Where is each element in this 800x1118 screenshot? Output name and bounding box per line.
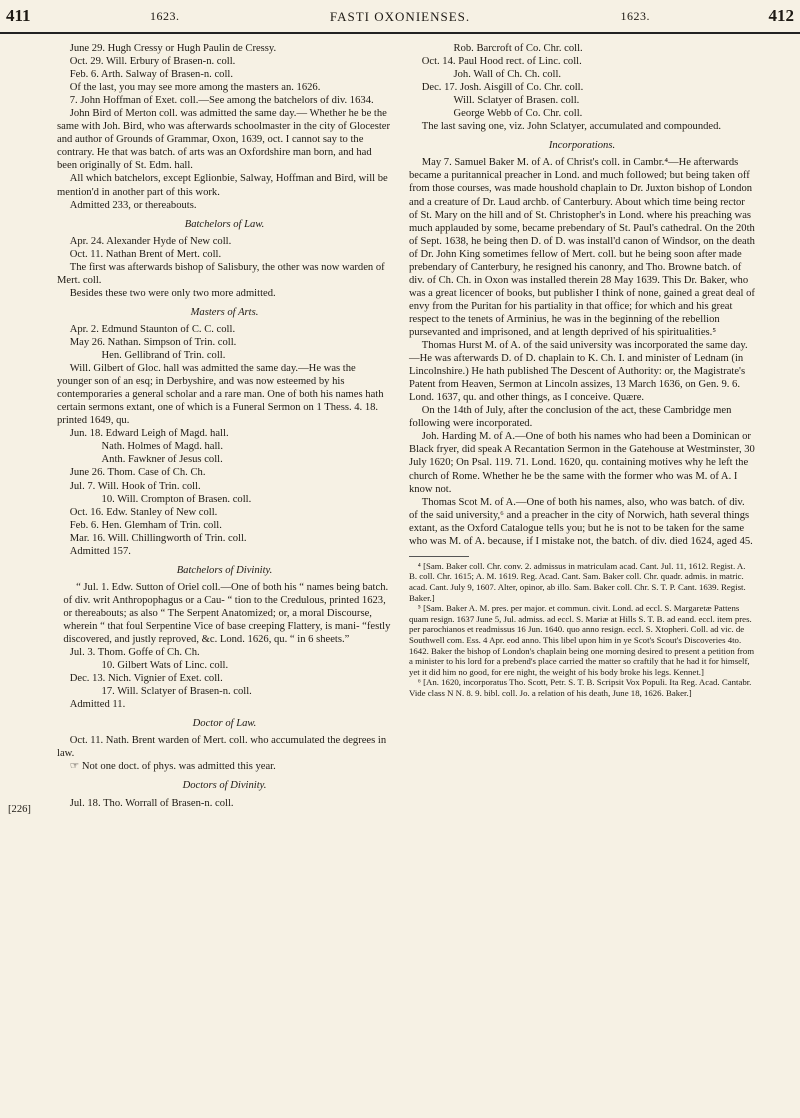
running-year-right: 1623. — [620, 9, 650, 23]
quoted-paragraph: “ Jul. 1. Edw. Sutton of Oriel coll.—One of both his “ names being batch. of div. writ Anthropophagus or a Cau- “ tion to the Credulous, printed 1623, or thereabouts; as also “ The Serpent Anatomized; or, a moral Discourse, wherein “ that foul Serpentine Vice of base creeping Flattery, is mani- “festly discovered, and justly reproved, &c. Lond. 1626, qu. “ in 6 sheets.” — [63, 581, 391, 646]
margin-page-note: [226] — [8, 804, 31, 815]
entry: Jul. 7. Will. Hook of Trin. coll. — [69, 480, 201, 492]
section-heading: Batchelors of Law. — [184, 218, 265, 230]
entry: Feb. 6. Hen. Glemham of Trin. coll. — [69, 519, 222, 531]
header-rule — [0, 32, 800, 34]
entry: Apr. 2. Edmund Staunton of C. C. coll. — [69, 323, 236, 335]
footnote: ⁶ [An. 1620, incorporatus Tho. Scott, Petr. S. T. B. Scripsit Vox Populi. Ita Reg. Acad. Cantabr. Vide class N N. 8. 9. bibl. coll. Jo. a relation of his death, June 18, 1626. Baker.] — [409, 677, 752, 698]
page-number-right: 412 — [768, 6, 794, 25]
paragraph: Admitted 233, or thereabouts. — [69, 199, 197, 211]
paragraph: The first was afterwards bishop of Salisbury, the other was now warden of Mert. coll. — [57, 261, 385, 286]
paragraph: ☞ Not one doct. of phys. was admitted this year. — [69, 761, 276, 773]
entry: 17. Will. Sclatyer of Brasen-n. coll. — [101, 686, 252, 698]
paragraph: On the 14th of July, after the conclusion of the act, these Cambridge men following were incorporated. — [409, 405, 732, 430]
paragraph: Admitted 11. — [69, 699, 126, 711]
footnote-rule — [409, 556, 469, 557]
running-year-left: 1623. — [150, 9, 180, 23]
paragraph: All which batchelors, except Eglionbie, Salway, Hoffman and Bird, will be mention'd in another part of this work. — [57, 173, 388, 198]
footnote: ⁴ [Sam. Baker coll. Chr. conv. 2. admissus in matriculam acad. Cant. Jul. 11, 1612. Regist. A. B. coll. Chr. 1615; A. M. 1619. Reg. Acad. Cant. Sam. Baker coll. Chr. quadr. admis. in matric. acad. Cant. July 9, 1607. Alter, opinor, ab illo. Sam. Baker coll. Chr. S. T. P. Cant. 1639. Regist. Baker.] — [409, 560, 746, 603]
entry: Hen. Gellibrand of Trin. coll. — [101, 350, 226, 362]
entry: June 29. Hugh Cressy or Hugh Paulin de Cressy. — [69, 43, 277, 54]
entry: Jul. 3. Thom. Goffe of Ch. Ch. — [69, 647, 200, 659]
paragraph: May 7. Samuel Baker M. of A. of Christ's coll. in Cambr.⁴—He afterwards became a puritannical preacher in Lond. and much followed; but being taken off from those courses, was made houshold chaplain to Dr. Juxton bishop of London and a creature of Dr. Laud archb. of Canterbury. About which time being rector of St. Mary on the hill and of St. Christopher's in Lond. where his preaching was much applauded by some, became prebendary of St. Paul's cathedral. On the 20th of Sept. 1638, he being then D. of D. was install'd canon of Windsor, on the death of Dr. John King sometimes fellow of Mert. coll. but he being soon after made prebendary of Canterbury, he resigned his canonry, and Tho. Browne batch. of div. of Ch. Ch. in Oxon was installed therein 28 May 1639. This Dr. Baker, who was a great licencer of books, but publisher I think of none, gained a great deal of envy from the Puritan for his partiality in that office; for which and his great respect to the tenets of Arminius, he was in the beginning of the rebellion pursevanted and imprisoned, and at length deprived of his spiritualities.⁵ — [409, 157, 755, 338]
entry: Oct. 14. Paul Hood rect. of Linc. coll. — [421, 56, 582, 68]
section-heading: Doctors of Divinity. — [182, 780, 267, 792]
entry: Rob. Barcroft of Co. Chr. coll. — [453, 43, 583, 54]
paragraph: Oct. 11. Nath. Brent warden of Mert. coll. who accumulated the degrees in law. — [57, 735, 387, 760]
paragraph: Thomas Hurst M. of A. of the said university was incorporated the same day.—He was afterwards D. of D. chaplain to K. Ch. I. and minister of Lednam (in Lincolnshire.) He hath published The Descent of Authority: or, the Magistrate's Patent from Heaven, Sermon at Lincoln assizes, 13 March 1636, on Gen. 9. 6. Lond. 1637, qu. and other things, as I conceive. Quære. — [409, 340, 748, 404]
paragraph: Of the last, you may see more among the masters an. 1626. — [69, 82, 321, 94]
entry: Mar. 16. Will. Chillingworth of Trin. coll. — [69, 532, 247, 544]
left-column — [57, 42, 392, 810]
footnote: ⁵ [Sam. Baker A. M. pres. per major. et commun. civit. Lond. ad eccl. S. Margaretæ Pattens quam resign. 1637 June 5, Jul. admiss. ad eccl. S. Mariæ at Hills S. T. B. ad eand. eccl. item pres. per parochianos et readmissus 16 Jun. 1640. quo anno resign. eccl. S. Xtopheri. Coll. ad vic. de Southwell com. Ess. 4 Apr. eod anno. This libel upon him in ye Scot's Scout's Discoveries 4to. 1642. Baker the bishop of London's chaplain being one morning desired to present a petition from a minister to his lord for a prebend's place carried the matter so craftily that he had it for himself, yet it did him no good, for ere night, the weight of his body broke his legs. Kennet.] — [409, 603, 755, 677]
entry: Apr. 24. Alexander Hyde of New coll. — [69, 235, 232, 247]
entry: Oct. 11. Nathan Brent of Mert. coll. — [69, 248, 222, 260]
entry: Jun. 18. Edward Leigh of Magd. hall. — [69, 428, 229, 440]
entry: May 26. Nathan. Simpson of Trin. coll. — [69, 336, 237, 348]
entry: Nath. Holmes of Magd. hall. — [101, 441, 224, 453]
section-heading: Masters of Arts. — [190, 306, 259, 318]
entry: Dec. 17. Josh. Aisgill of Co. Chr. coll. — [421, 82, 584, 94]
page-header — [0, 0, 800, 34]
section-heading: Batchelors of Divinity. — [176, 564, 273, 576]
entry: 10. Gilbert Wats of Linc. coll. — [101, 660, 229, 672]
right-column — [409, 42, 755, 699]
entry: Joh. Wall of Ch. Ch. coll. — [453, 69, 562, 81]
entry: Feb. 6. Arth. Salway of Brasen-n. coll. — [69, 69, 234, 81]
paragraph: John Bird of Merton coll. was admitted the same day.— Whether he be the same with Joh. Bird, who was afterwards schoolmaster in the city of Glocester and author of Grounds of Grammar, Oxon, 1639, oct. I cannot say to the contrary. He that was batch. of arts was an Oxfordshire man born, and had been originally of St. Edm. hall. — [57, 108, 391, 172]
paragraph: Will. Gilbert of Gloc. hall was admitted the same day.—He was the younger son of an esq; in Derbyshire, and was now esteemed by his contemporaries a general scholar and a rare man. One of both his names hath certain sermons extant, one of which is a Funeral Sermon on 1 Thess. 4. 18. printed 1649, qu. — [57, 363, 384, 427]
entry: Oct. 29. Will. Erbury of Brasen-n. coll. — [69, 56, 236, 68]
entry: Dec. 13. Nich. Vignier of Exet. coll. — [69, 673, 223, 685]
section-heading: Incorporations. — [548, 140, 616, 152]
entry: Anth. Fawkner of Jesus coll. — [101, 454, 223, 466]
entry: Oct. 16. Edw. Stanley of New coll. — [69, 506, 218, 518]
entry: 10. Will. Crompton of Brasen. coll. — [101, 493, 252, 505]
page-number-left: 411 — [6, 6, 31, 25]
entry: June 26. Thom. Case of Ch. Ch. — [69, 467, 206, 479]
entry: Will. Sclatyer of Brasen. coll. — [453, 95, 580, 107]
paragraph: The last saving one, viz. John Sclatyer, accumulated and compounded. — [421, 121, 722, 133]
entry: Jul. 18. Tho. Worrall of Brasen-n. coll. — [69, 797, 234, 809]
paragraph: Besides these two were only two more admitted. — [69, 287, 276, 299]
section-heading: Doctor of Law. — [192, 718, 257, 730]
paragraph: Admitted 157. — [69, 545, 131, 557]
footnotes — [409, 556, 755, 699]
paragraph: Joh. Harding M. of A.—One of both his names who had been a Dominican or Black fryer, did speak A Recantation Sermon in the Gatehouse at Westminster, 30 July 1620; On Psal. 119. 71. Lond. 1620, qu. containing motives why he left the church of Rome. Whether he be the same with the former who was M. of A. I know not. — [409, 431, 755, 495]
running-title: FASTI OXONIENSES. — [329, 9, 471, 24]
paragraph: 7. John Hoffman of Exet. coll.—See among the batchelors of div. 1634. — [69, 95, 374, 107]
entry: George Webb of Co. Chr. coll. — [453, 108, 583, 120]
paragraph: Thomas Scot M. of A.—One of both his names, also, who was batch. of div. of the said university,⁶ and a preacher in the city of Norwich, hath several things extant, as the Oxford Catalogue tells you; but he is not to be taken for the same who was M. of A. because, if I mistake not, the batch. of div. died 1624, aged 45. — [409, 496, 753, 547]
